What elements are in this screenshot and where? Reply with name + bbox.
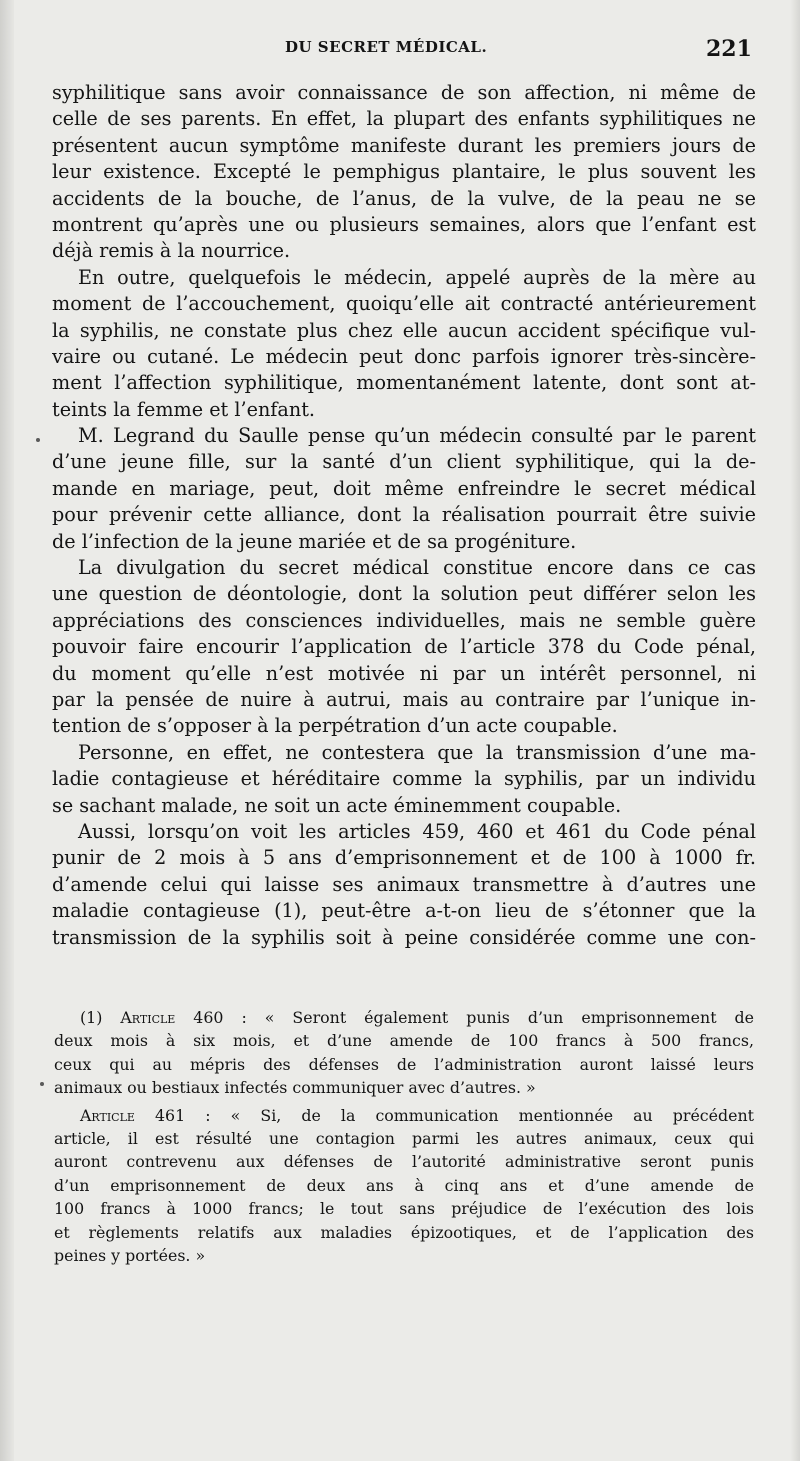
text-line: moment de l’accouchement, quoiqu’elle ait contracté antérieurement <box>52 292 756 316</box>
text-line: présentent aucun symptôme manifeste durant les premiers jours de <box>52 133 756 157</box>
text-line: teints la femme et l’enfant. <box>52 397 316 421</box>
scan-edge-left <box>0 0 14 1461</box>
footnote-marker: (1) <box>80 1008 103 1027</box>
footnote-article-460-first-line <box>54 1006 754 1029</box>
scan-edge-right <box>790 0 800 1461</box>
text-line: montrent qu’après une ou plusieurs semaines, alors que l’enfant est <box>52 212 756 236</box>
text-line: transmission de la syphilis soit à peine considérée comme une con- <box>52 925 756 949</box>
text-line: syphilitique sans avoir connaissance de son affection, ni même de <box>52 81 756 104</box>
paragraph-start: La divulgation du secret médical constitue encore dans ce cas <box>78 556 756 580</box>
footnote-line: d’un emprisonnement de deux ans à cinq ans et d’une amende de <box>54 1175 754 1195</box>
text-line: par la pensée de nuire à autrui, mais au contraire par l’unique in- <box>52 687 756 711</box>
article-460-label: Article 460 : <box>120 1008 247 1027</box>
text-line: de l’infection de la jeune mariée et de sa progéniture. <box>52 529 577 553</box>
footnote-line: deux mois à six mois, et d’une amende de 100 francs à 500 francs, <box>54 1031 754 1051</box>
text-line: tention de s’opposer à la perpétration d’un acte coupable. <box>52 714 618 738</box>
footnote-line: auront contrevenu aux défenses de l’autorité administrative seront punis <box>54 1152 754 1172</box>
footnote-line: peines y portées. » <box>54 1245 206 1265</box>
text-line: vaire ou cutané. Le médecin peut donc parfois ignorer très-sincère- <box>52 344 756 368</box>
text-line: déjà remis à la nourrice. <box>52 239 291 263</box>
text-line: leur existence. Excepté le pemphigus plantaire, le plus souvent les <box>52 160 756 184</box>
footnote-article-461-first-line <box>54 1104 754 1127</box>
paragraph-start: M. Legrand du Saulle pense qu’un médecin consulté par le parent <box>78 424 756 448</box>
footnote-line: 100 francs à 1000 francs; le tout sans préjudice de l’exécution des lois <box>54 1199 754 1219</box>
text-line: la syphilis, ne constate plus chez elle aucun accident spécifique vul- <box>52 318 756 342</box>
ink-speck <box>36 438 40 442</box>
text-line: pour prévenir cette alliance, dont la réalisation pourrait être suivie <box>52 503 756 527</box>
footnote-line: animaux ou bestiaux infectés communiquer avec d’autres. » <box>54 1078 536 1098</box>
text-line: d’amende celui qui laisse ses animaux transmettre à d’autres une <box>52 872 756 896</box>
footnote-line: ceux qui au mépris des défenses de l’administration auront laissé leurs <box>54 1054 754 1074</box>
running-head: DU SECRET MÉDICAL. <box>285 38 488 56</box>
text-line: pouvoir faire encourir l’application de l’article 378 du Code pénal, <box>52 635 756 659</box>
text-line: d’une jeune fille, sur la santé d’un client syphilitique, qui la de- <box>52 450 756 474</box>
text-line: appréciations des consciences individuelles, mais ne semble guère <box>52 608 756 632</box>
paragraph-start: En outre, quelquefois le médecin, appelé auprès de la mère au <box>78 265 756 289</box>
body-text <box>52 80 756 951</box>
text-line: punir de 2 mois à 5 ans d’emprisonnement et de 100 à 1000 fr. <box>52 846 756 870</box>
page-number: 221 <box>706 36 752 62</box>
text-line: maladie contagieuse (1), peut-être a-t-on lieu de s’étonner que la <box>52 899 756 923</box>
footnote-line: et règlements relatifs aux maladies épizootiques, et de l’application des <box>54 1222 754 1242</box>
text-line: une question de déontologie, dont la solution peut différer selon les <box>52 582 756 606</box>
footnote-line: article, il est résulté une contagion parmi les autres animaux, ceux qui <box>54 1128 754 1148</box>
footnote-line: « Seront également punis d’un emprisonnement de <box>264 1008 754 1027</box>
paragraph-start: Aussi, lorsqu’on voit les articles 459, 460 et 461 du Code pénal <box>78 819 756 843</box>
text-line: celle de ses parents. En effet, la plupart des enfants syphilitiques ne <box>52 107 756 131</box>
text-line: ladie contagieuse et héréditaire comme la syphilis, par un individu <box>52 767 756 791</box>
text-line: du moment qu’elle n’est motivée ni par un intérêt personnel, ni <box>52 661 756 685</box>
text-line: accidents de la bouche, de l’anus, de la vulve, de la peau ne se <box>52 186 756 210</box>
text-line: mande en mariage, peut, doit même enfreindre le secret médical <box>52 476 756 500</box>
article-461-label: Article 461 : <box>80 1105 211 1125</box>
text-line: se sachant malade, ne soit un acte éminemment coupable. <box>52 793 622 817</box>
footnote-line: « Si, de la communication mentionnée au précédent <box>230 1105 754 1125</box>
ink-speck <box>40 1082 44 1086</box>
text-line: ment l’affection syphilitique, momentanément latente, dont sont at- <box>52 371 756 395</box>
paragraph-start: Personne, en effet, ne contestera que la transmission d’une ma- <box>78 740 756 764</box>
footnotes <box>54 1006 754 1267</box>
